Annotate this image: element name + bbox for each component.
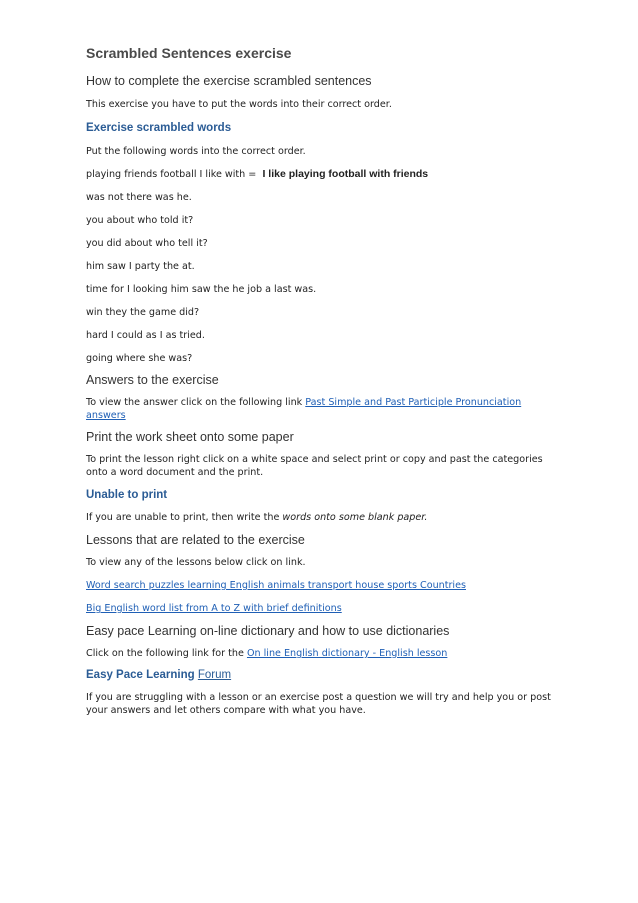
page-title: Scrambled Sentences exercise [86,45,292,61]
example-line [86,168,556,181]
example-prefix: playing friends football I like with = [86,169,257,180]
document-page [86,44,556,717]
sentence-item: you about who told it? [86,215,194,226]
forum-link[interactable]: Forum [197,669,232,681]
unable-text-prefix: If you are unable to print, then write the [86,512,280,523]
dictionary-text [86,647,556,660]
dictionary-heading: Easy pace Learning on-line dictionary and how to use dictionaries [86,624,450,638]
sentence-item: win they the game did? [86,307,200,318]
lesson-link[interactable]: Word search puzzles learning English animals transport house sports Countries [86,580,466,591]
example-answer: I like playing football with friends [262,168,429,180]
sentence-item: hard I could as I as tried. [86,330,205,341]
lesson-link-item [86,579,556,592]
exercise-heading: Exercise scrambled words [86,122,232,134]
answers-link[interactable]: Past Simple and Past Participle Pronunciation answers [86,397,522,421]
instruction-text: Put the following words into the correct order. [86,146,306,157]
sentence-item: time for I looking him saw the he job a last was. [86,284,317,295]
sentence-item: going where she was? [86,353,193,364]
forum-heading [86,667,556,683]
dictionary-text-label: Click on the following link for the [86,648,244,659]
how-to-heading: How to complete the exercise scrambled sentences [86,74,372,88]
print-text: To print the lesson right click on a white space and select print or copy and past the categories onto a word document and the print. [86,454,543,478]
sentence-item: him saw I party the at. [86,261,195,272]
unable-to-print-heading: Unable to print [86,489,168,501]
sentence-item: you did about who tell it? [86,238,208,249]
lesson-link[interactable]: Big English word list from A to Z with brief definitions [86,603,342,614]
answers-text [86,396,556,422]
unable-to-print-text [86,511,556,524]
forum-text: If you are struggling with a lesson or an exercise post a question we will try and help you or post your answers and let others compare with what you have. [86,692,551,716]
answers-text-label: To view the answer click on the following link [86,397,303,408]
lesson-link-item [86,602,556,615]
intro-text: This exercise you have to put the words into their correct order. [86,99,392,110]
print-heading: Print the work sheet onto some paper [86,430,294,444]
forum-heading-bold: Easy Pace Learning [86,669,195,681]
lessons-heading: Lessons that are related to the exercise [86,533,305,547]
answers-heading: Answers to the exercise [86,373,219,387]
sentence-item: was not there was he. [86,192,192,203]
lessons-text: To view any of the lessons below click on link. [86,557,306,568]
unable-text-italic: words onto some blank paper. [282,512,428,523]
dictionary-link[interactable]: On line English dictionary - English lesson [246,648,448,659]
